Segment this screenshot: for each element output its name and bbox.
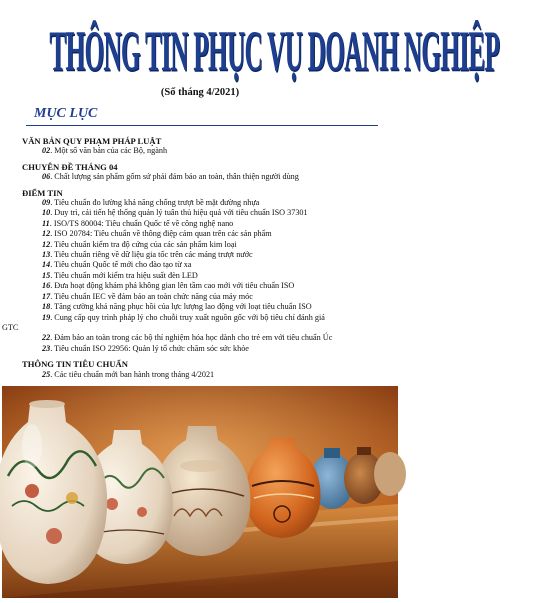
publication-title: THÔNG TIN PHỤC VỤ DOANH NGHIỆP <box>49 18 500 83</box>
toc-page-number: 02 <box>42 146 51 156</box>
ceramic-vases-photo <box>2 386 398 598</box>
toc-entry-text: . Tiêu chuẩn ISO 22956: Quản lý tổ chức chăm sóc sức khỏe <box>50 343 249 353</box>
toc-entry-text: . Cung cấp quy trình pháp lý cho chuỗi truy xuất nguồn gốc với bộ tiêu chí đánh giá <box>50 312 325 322</box>
toc-entry-text: . Duy trì, cải tiến hệ thống quản lý tuân thủ hiệu quả với tiêu chuẩn ISO 37301 <box>50 208 308 218</box>
toc-entry[interactable] <box>0 344 400 354</box>
toc-heading: MỤC LỤC <box>34 106 98 121</box>
toc-entry-text: . Chất lượng sản phẩm gốm sứ phải đảm bảo an toàn, thân thiện người dùng <box>50 172 299 182</box>
toc-entry-text: . Tiêu chuẩn đo lường khả năng chống trượt bề mặt đường nhựa <box>50 198 260 208</box>
toc-page-number: 14 <box>42 260 51 270</box>
toc-page-number: 19 <box>42 312 51 322</box>
toc-entry[interactable] <box>0 370 400 380</box>
toc-section-title: THÔNG TIN TIÊU CHUẨN <box>22 359 128 370</box>
toc-entry-text: . Các tiêu chuẩn mới ban hành trong tháng 4/2021 <box>50 369 215 379</box>
toc-page-number: 15 <box>42 270 51 280</box>
table-of-contents <box>0 136 400 380</box>
toc-section <box>0 162 400 183</box>
toc-entry[interactable] <box>0 219 400 229</box>
toc-entry[interactable] <box>0 208 400 218</box>
toc-entry[interactable] <box>0 292 400 302</box>
toc-entry-text: . Tiêu chuẩn Quốc tế mới cho đào tạo từ xa <box>50 260 192 270</box>
toc-entry[interactable] <box>0 198 400 208</box>
toc-entry[interactable] <box>0 281 400 291</box>
toc-page-number: 25 <box>42 369 51 379</box>
toc-page-number: 11 <box>42 218 50 228</box>
toc-entry-text: . Tiêu chuẩn riêng về dữ liệu gia tốc trên các máng trượt nước <box>50 250 253 260</box>
toc-entry[interactable] <box>0 271 400 281</box>
toc-page-number: 09 <box>42 198 51 208</box>
toc-page-number: 16 <box>42 281 51 291</box>
toc-page-number: 10 <box>42 208 51 218</box>
toc-page-number: 13 <box>42 250 51 260</box>
toc-entry[interactable] <box>0 146 400 156</box>
toc-page-number: 22 <box>42 333 51 343</box>
toc-page-number: 18 <box>42 302 51 312</box>
toc-entry-continuation: GTC <box>2 322 19 332</box>
toc-entry[interactable] <box>0 172 400 182</box>
toc-section <box>0 359 400 380</box>
masthead <box>0 4 500 83</box>
toc-page-number: 17 <box>42 291 51 301</box>
toc-entry[interactable] <box>0 313 400 323</box>
toc-entry-text: . Đảm bảo an toàn trong các bộ thí nghiệm hóa học dành cho trẻ em với tiêu chuẩn Úc <box>50 333 333 343</box>
toc-entry-text: . Tiêu chuẩn mới kiểm tra hiệu suất đèn LED <box>50 270 198 280</box>
toc-entry-text: . ISO/TS 80004: Tiêu chuẩn Quốc tế về công nghệ nano <box>49 218 234 228</box>
toc-page-number: 12 <box>42 239 51 249</box>
toc-entry-text: . Một số văn bản của các Bộ, ngành <box>50 146 168 156</box>
toc-section-title: CHUYÊN ĐỀ THÁNG 04 <box>22 161 118 172</box>
toc-entry[interactable] <box>0 333 400 343</box>
toc-entry[interactable] <box>0 302 400 312</box>
toc-entry-text: . Tiêu chuẩn kiểm tra độ cứng của các sản phẩm kim loại <box>50 239 237 249</box>
toc-page-number: 06 <box>42 172 51 182</box>
toc-section <box>0 136 400 157</box>
toc-page-number: 12 <box>42 229 51 239</box>
toc-entry[interactable] <box>0 229 400 239</box>
toc-page-number: 23 <box>42 343 51 353</box>
toc-entry-text: . Tiêu chuẩn IEC về đảm bảo an toàn chức năng của máy móc <box>50 291 253 301</box>
toc-entry-text: . Tăng cường khả năng phục hồi của lực lượng lao động với loạt tiêu chuẩn ISO <box>50 302 312 312</box>
toc-entry[interactable] <box>0 240 400 250</box>
toc-section-title: ĐIỂM TIN <box>22 187 63 198</box>
toc-section <box>0 188 400 355</box>
issue-label: (Số tháng 4/2021) <box>160 87 240 98</box>
toc-entry-text: . Đưa hoạt động khám phá không gian lên tầm cao mới với tiêu chuẩn ISO <box>50 281 295 291</box>
toc-entry[interactable] <box>0 260 400 270</box>
toc-divider <box>26 125 378 126</box>
toc-entry[interactable] <box>0 250 400 260</box>
toc-entry-text: . ISO 20784: Tiêu chuẩn về thông điệp cảm quan trên các sản phẩm <box>50 229 272 239</box>
toc-section-title: VĂN BẢN QUY PHẠM PHÁP LUẬT <box>22 136 162 146</box>
